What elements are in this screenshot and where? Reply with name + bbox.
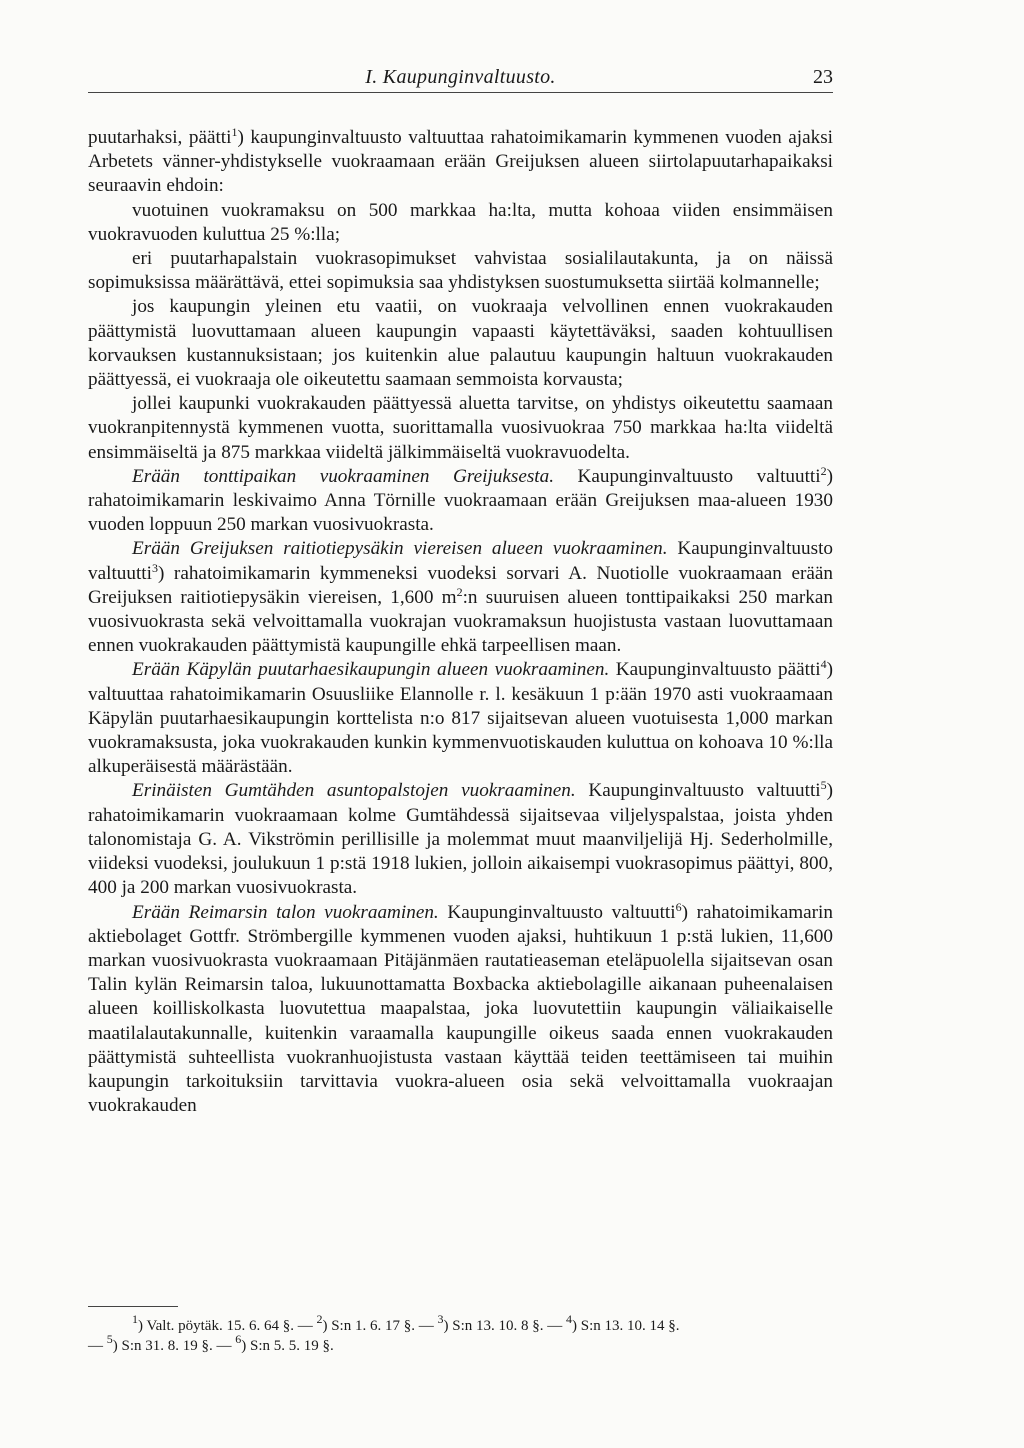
body-text — [88, 126, 833, 1118]
text-run: ) S:n 13. 10. 8 §. — — [443, 1318, 566, 1334]
note-marker: 2 — [456, 584, 463, 599]
text-run: ) S:n 5. 5. 19 §. — [241, 1338, 334, 1354]
text-run: ) rahatoimikamarin kymmeneksi vuodeksi sorvari A. Nuotiolle vuokraamaan erään Greijuksen raitiotiepysäkin viereisen, 1,600 m — [88, 562, 833, 608]
section-heading: Erään Reimarsin talon vuokraaminen. — [132, 901, 439, 923]
footnote-line — [88, 1332, 833, 1356]
text-run: ) Valt. pöytäk. 15. 6. 64 §. — — [138, 1318, 317, 1334]
note-marker: 3 — [437, 1312, 444, 1326]
note-marker: 4 — [566, 1312, 572, 1326]
page-number: 23 — [813, 66, 833, 88]
note-marker: 2 — [316, 1312, 323, 1326]
text-run: Kaupunginvaltuusto valtuutti — [88, 538, 833, 584]
text-run: ) valtuuttaa rahatoimikamarin Osuusliike Elannolle r. l. kesäkuun 1 p:ään 1970 asti vuokraamaan Käpylän puutarhaesikaupungin korttelista n:o 817 sijaitsevan alueen vuotuisesta 1,000 markan vuokramaksusta, joka vuokrakauden kunkin kymmenvuotiskauden kuluttua on kohoava 10 %:lla alkuperäisestä määrästään. — [88, 659, 833, 778]
paragraph — [88, 295, 833, 392]
text-run: ) rahatoimikamarin leskivaimo Anna Törnille vuokraamaan erään Greijuksen maa-alueen 1930 vuoden loppuun 250 markan vuosivuokrasta. — [88, 465, 833, 536]
text-run: ) kaupunginvaltuusto valtuuttaa rahatoimikamarin kymmenen vuoden ajaksi Arbetets vänner-yhdistykselle vuokraamaan erään Greijuksen alueen siirtolapuutarhapaikaksi seuraavin ehdoin: — [88, 127, 833, 197]
paragraph — [88, 247, 833, 295]
footnote-rule — [88, 1306, 178, 1307]
text-run: puutarhaksi, päätti — [88, 127, 232, 148]
running-title: I. Kaupunginvaltuusto. — [365, 66, 556, 88]
note-marker: 5 — [106, 1332, 113, 1346]
note-marker: 6 — [235, 1332, 242, 1346]
footnote-line — [88, 1312, 833, 1336]
note-marker: 1 — [132, 1312, 138, 1326]
paragraph — [88, 537, 833, 658]
text-run: jos kaupungin yleinen etu vaatii, on vuokraaja velvollinen ennen vuokrakauden päättymistä luovuttamaan alueen kaupungin vapaasti käytettäväksi, saaden kohtuullisen korvauksen kustannuksistaan; jos kuitenkin alue palautuu kaupungin haltuun vuokrakauden päättyessä, ei vuokraaja ole oikeutettu saamaan semmoista korvausta; — [88, 296, 833, 391]
text-run: ) rahatoimikamarin aktiebolaget Gottfr. Strömbergille kymmenen vuoden ajaksi, huhtikuun 1 p:stä lukien, 11,600 markan vuosivuokrasta vuokraamaan Pitäjänmäen rautatieaseman eteläpuolella sijaitsevan osan Talin kylän Reimarsin taloa, lukuunottamatta Boxbacka aktiebolagille aikanaan puheenalaisen alueen koilliskolkasta luovutettua maapalstaa, joka luovutettiin kaupungin väliaikaiselle maatilalautakunnalle, kuitenkin varaamalla kaupungille oikeus saada ennen vuokrakauden päättymistä suhteellista vuokranhuojistusta vastaan käyttää teiden teettämiseen tai muihin kaupungin tarkoituksiin tarvittavia vuokra-alueen osia sekä velvoittamalla vuokraajan vuokrakauden — [88, 901, 833, 1117]
note-marker: 6 — [675, 899, 682, 914]
text-run: vuotuinen vuokramaksu on 500 markkaa ha:lta, mutta kohoaa viiden ensimmäisen vuokravuoden kuluttua 25 %:lla; — [88, 199, 833, 245]
text-run: Kaupunginvaltuusto valtuutti — [554, 465, 821, 487]
paragraph — [88, 465, 833, 538]
note-marker: 4 — [820, 657, 827, 672]
paragraph — [88, 901, 833, 1119]
note-marker: 5 — [820, 778, 827, 793]
text-run: jollei kaupunki vuokrakauden päättyessä aluetta tarvitse, on yhdistys oikeutettu saamaan vuokranpitennystä kymmenen vuotta, suorittamalla vuosivuokraa 750 markkaa ha:lta viideltä ensimmäiseltä ja 875 markkaa viideltä jälkimmäiseltä vuokravuodelta. — [88, 393, 833, 463]
paragraph — [88, 199, 833, 247]
text-run: ) S:n 13. 10. 14 §. — [572, 1318, 680, 1334]
note-marker: 3 — [151, 560, 158, 575]
section-heading: Erään Käpylän puutarhaesikaupungin alueen vuokraaminen. — [132, 659, 610, 681]
note-marker: 2 — [820, 463, 827, 478]
text-run: — — [88, 1338, 107, 1354]
running-header — [88, 66, 833, 93]
text-run: eri puutarhapalstain vuokrasopimukset vahvistaa sosialilautakunta, ja on näissä sopimuksissa määrättävä, ettei sopimuksia saa yhdistyksen suostumuksetta siirtää kolmannelle; — [88, 248, 833, 294]
paragraph — [88, 658, 833, 779]
paragraph — [88, 126, 833, 199]
note-marker: 1 — [231, 125, 238, 139]
section-heading: Erinäisten Gumtähden asuntopalstojen vuokraaminen. — [132, 780, 576, 802]
text-run: Kaupunginvaltuusto päätti — [609, 659, 821, 681]
section-heading: Erään Greijuksen raitiotiepysäkin viereisen alueen vuokraaminen. — [132, 538, 668, 560]
text-run: ) S:n 31. 8. 19 §. — — [112, 1338, 236, 1354]
text-run: Kaupunginvaltuusto valtuutti — [438, 901, 676, 923]
footnotes — [88, 1312, 833, 1356]
section-heading: Erään tonttipaikan vuokraaminen Greijuksesta. — [132, 465, 555, 487]
text-run: ) rahatoimikamarin vuokraamaan kolme Gumtähdessä sijaitsevaa viljelyspalstaa, joista yhden talonomistaja G. A. Vikströmin perillisille ja molemmat muut maanviljelijä Hj. Sederholmille, viideksi vuodeksi, joulukuun 1 p:stä 1918 lukien, jolloin aikaisempi vuokrasopimus päättyi, 800, 400 ja 200 markan vuosivuokrasta. — [88, 780, 834, 899]
paragraph — [88, 779, 833, 900]
text-run: Kaupunginvaltuusto valtuutti — [575, 780, 821, 802]
text-run: ) S:n 1. 6. 17 §. — — [322, 1318, 438, 1334]
text-run: :n suuruisen alueen tonttipaikaksi 250 markan vuosivuokrasta sekä velvoittamalla vuokrajan vuokramaksun huojistusta vastaan luovuttamaan ennen vuokrakauden päättymistä kaupungille ehkä tarpeellisen maan. — [88, 586, 834, 657]
paragraph — [88, 392, 833, 465]
